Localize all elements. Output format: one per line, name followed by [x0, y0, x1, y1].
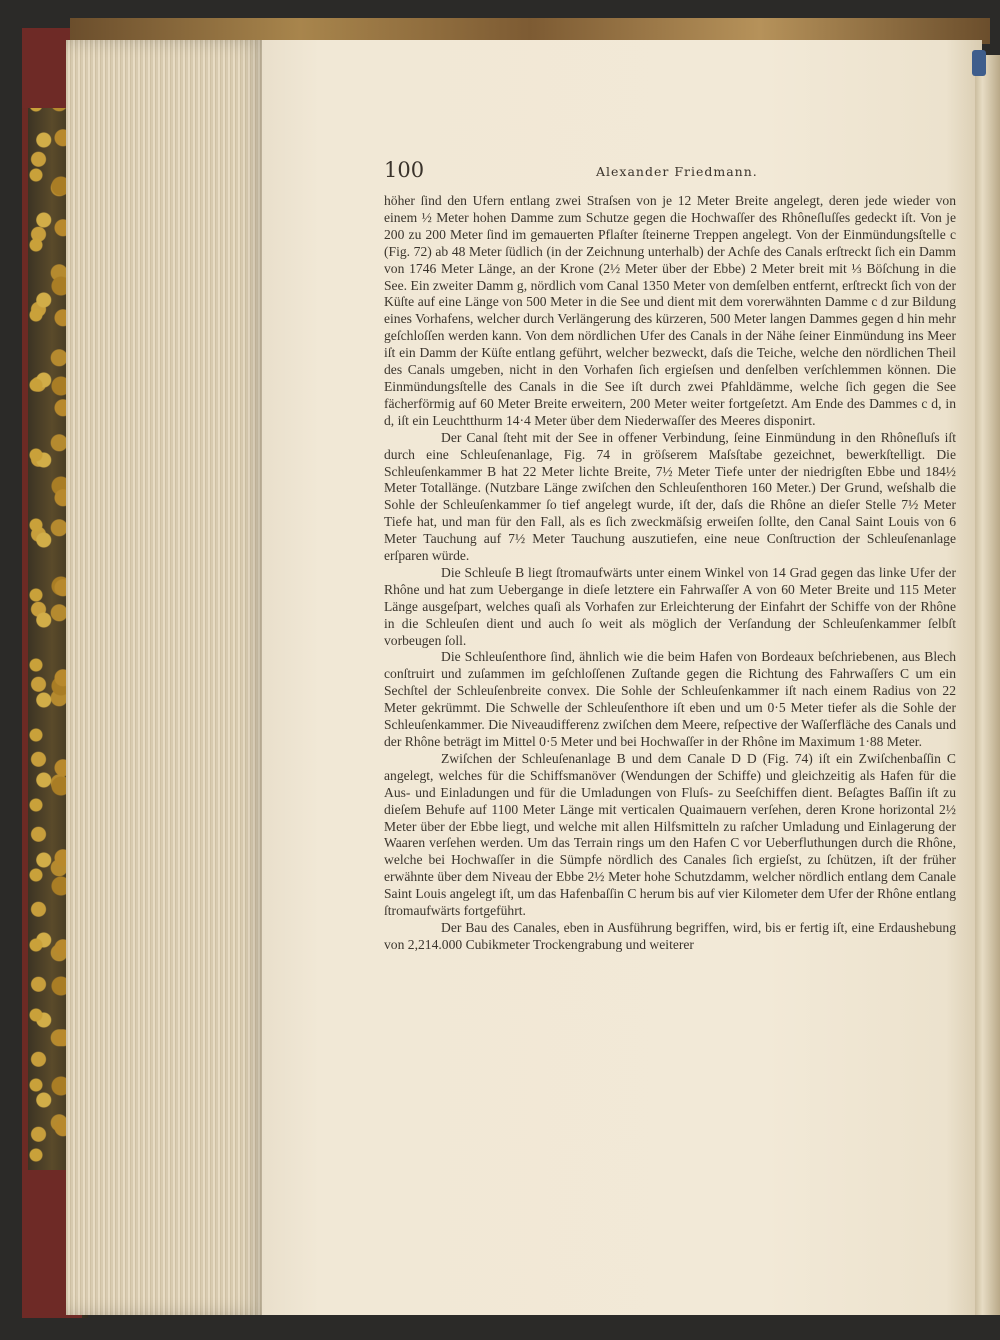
page-right-edge — [975, 55, 1000, 1315]
page-header — [384, 158, 964, 188]
paragraph: Der Canal ſteht mit der See in offener Verbindung, ſeine Einmündung in den Rhôneſluſs iſt durch eine Schleuſenanlage, Fig. 74 in gröſserem Maſsſtabe gezeichnet, bewerkſtelligt. Die Schleuſenkammer B hat 22 Meter lichte Breite, 7½ Meter Tiefe unter der niedrigſten Ebbe und 184½ Meter Totallänge. (Nutzbare Länge zwiſchen den Schleuſenthoren 160 Meter.) Der Grund, weſshalb die Sohle der Schleuſenkammer ſo tief angelegt wurde, iſt der, daſs die Rhône an dieſer Stelle 7½ Meter Tiefe hat, und man für den Fall, als es ſich zweckmäſsig erweiſen ſollte, den Canal Saint Louis von 6 Meter Tauchung auf 7½ Meter Tauchung auszutiefen, eine neue Conſtruction der Schleuſenanlage erſparen würde. — [384, 429, 956, 564]
paragraph: Zwiſchen der Schleuſenanlage B und dem Canale D D (Fig. 74) iſt ein Zwiſchenbaſſin C angelegt, welches für die Schiffsmanöver (Wendungen der Schiffe) und gleichzeitig als Hafen für die Aus- und Einladungen und für die Umladungen von Fluſs- zu Seeſchiffen dient. Beſagtes Baſſin iſt zu dieſem Behufe auf 1100 Meter Länge mit verticalen Quaimauern verſehen, deren Krone horizontal 2½ Meter über der Ebbe liegt, und welche mit allen Hilfsmitteln zu raſcher Umladung und Einlagerung der Waaren verſehen werden. Um das Terrain rings um den Hafen C vor Ueberfluthungen durch die Rhône, welche bei Hochwaſſer in die Sümpfe nördlich des Canales ſich ergieſst, zu ſchützen, iſt der früher erwähnte über dem Niveau der Ebbe 2½ Meter hohe Schutzdamm, welcher nördlich entlang dem Canale Saint Louis angelegt iſt, um das Hafenbaſſin C herum bis auf vier Kilometer dem Ufer der Rhône entlang ſtromaufwärts fortgeführt. — [384, 750, 956, 919]
page-body-text — [384, 193, 956, 954]
running-head: Alexander Friedmann. — [596, 164, 758, 179]
page-number: 100 — [384, 158, 425, 182]
page-stack-edge — [66, 40, 266, 1315]
bookmark-tab — [972, 50, 986, 76]
paragraph: Der Bau des Canales, eben in Ausführung begriffen, wird, bis er fertig iſt, eine Erdaushebung von 2,214.000 Cubikmeter Trockengrabung und weiterer — [384, 919, 956, 952]
paragraph: Die Schleuſe B liegt ſtromaufwärts unter einem Winkel von 14 Grad gegen das linke Ufer der Rhône und hat zum Uebergange in dieſe letztere ein Fahrwaſſer A von 60 Meter Breite und 115 Meter Länge ausgeſpart, welches quaſi als Vorhafen zur Erleichterung der Einfahrt der Schiffe von der Rhône in die Schleuſen dient und auch ſo weit als möglich der Verſandung der Schleuſenkammer ſelbſt vorbeugen ſoll. — [384, 564, 956, 648]
paragraph: höher ſind den Ufern entlang zwei Straſsen von je 12 Meter Breite angelegt, deren jede wieder von einem ½ Meter hohen Damme zum Schutze gegen die Hochwaſſer des Rhôneſluſſes gedeckt iſt. Von je 200 zu 200 Meter ſind im gemauerten Pflaſter ſteinerne Treppen angelegt. Von der Einmündungsſtelle c (Fig. 72) ab 48 Meter ſüdlich (in der Zeichnung unterhalb) der Achſe des Canals erſtreckt ſich ein Damm von 1746 Meter Länge, an der Krone (2½ Meter über der Ebbe) 2 Meter breit mit ⅓ Böſchung in die See. Ein zweiter Damm g, nördlich vom Canal 1350 Meter von demſelben entfernt, erſtreckt ſich von der Küſte auf eine Länge von 500 Meter in die See und dient mit dem vorerwähnten Damme c d zur Bildung eines Vorhafens, welcher durch Verlängerung des kürzeren, 500 Meter langen Dammes gegen d hin mehr geſchloſſen werden kann. Von dem nördlichen Ufer des Canals in der Nähe ſeiner Einmündung ins Meer iſt ein Damm der Küſte entlang geführt, welcher bezweckt, daſs die Teiche, welche den nördlichen Theil des Canals umgeben, nicht in den Vorhafen ſich ergieſsen und denſelben verſchlemmen können. Die Einmündungsſtelle des Canals in die See iſt durch zwei Pfahldämme, welche ſich gegen die See fächerförmig auf 60 Meter Breite erweitern, 200 Meter weiter fortgeſetzt. Am Ende des Dammes c d, in d, iſt ein Leuchtthurm 14·4 Meter über dem Niederwaſſer des Meeres disponirt. — [384, 193, 956, 428]
paragraph: Die Schleuſenthore ſind, ähnlich wie die beim Hafen von Bordeaux beſchriebenen, aus Blech conſtruirt und zuſammen im geſchloſſenen Zuſtande gegen die Richtung des Fahrwaſſers C um ein Sechſtel der Schleuſenbreite convex. Die Sohle der Schleuſenkammer iſt nach einem Radius von 22 Meter gekrümmt. Die Schwelle der Schleuſenthore iſt eben und um 0·5 Meter tiefer als die Sohle der Schleuſenkammer. Die Niveaudifferenz zwiſchen dem Meere, reſpective der Waſſerfläche des Canals und der Rhône beträgt im Mittel 0·5 Meter und bei Hochwaſſer in der Rhône im Maximum 1·88 Meter. — [384, 649, 956, 749]
